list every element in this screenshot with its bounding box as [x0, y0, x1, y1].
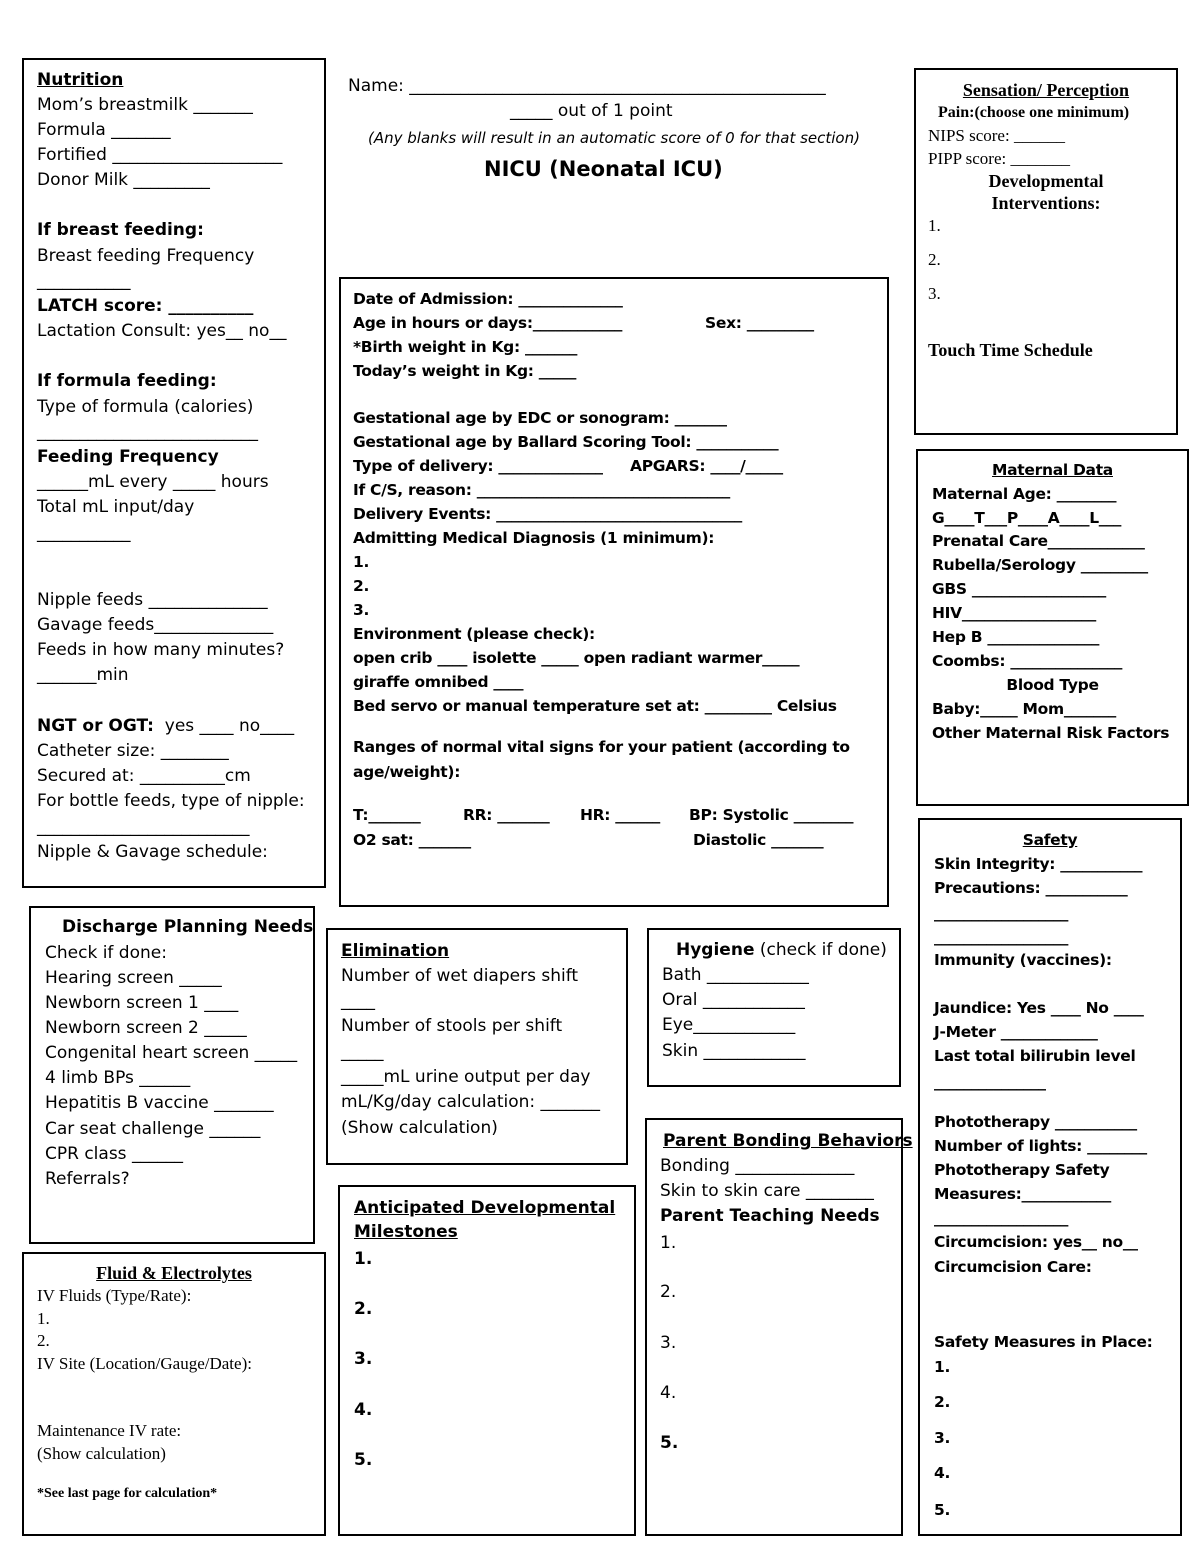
- pain-label: Pain:(choose one minimum): [938, 104, 1130, 121]
- nutrition-line[interactable]: Catheter size: ________: [37, 741, 229, 761]
- teaching-item[interactable]: 4.: [660, 1383, 677, 1403]
- milestone-item[interactable]: 5.: [354, 1450, 373, 1470]
- milestones-heading: Anticipated Developmental: [354, 1198, 616, 1218]
- safety-line: Immunity (vaccines):: [934, 951, 1112, 969]
- admission-line[interactable]: If C/S, reason: __________________________________: [353, 481, 731, 499]
- hygiene-line[interactable]: Bath ____________: [662, 965, 809, 985]
- admission-line: Ranges of normal vital signs for your patient (according to: [353, 738, 850, 756]
- nutrition-line[interactable]: ___________: [37, 523, 131, 543]
- safety-item[interactable]: 1.: [934, 1358, 951, 1376]
- safety-item[interactable]: 2.: [934, 1393, 951, 1411]
- discharge-line[interactable]: Congenital heart screen _____: [45, 1043, 298, 1063]
- milestone-item[interactable]: 3.: [354, 1349, 373, 1369]
- maternal-line[interactable]: Rubella/Serology _________: [932, 556, 1148, 574]
- elimination-line: Number of stools per shift: [341, 1016, 563, 1036]
- safety-line[interactable]: Precautions: ___________: [934, 879, 1128, 897]
- milestone-item[interactable]: 2.: [354, 1299, 373, 1319]
- maternal-line[interactable]: Maternal Age: ________: [932, 485, 1117, 503]
- nutrition-line[interactable]: __________________________: [37, 422, 258, 442]
- discharge-line[interactable]: Hearing screen _____: [45, 968, 222, 988]
- fluid-line: IV Fluids (Type/Rate):: [37, 1286, 192, 1305]
- admission-line[interactable]: BP: Systolic ________: [689, 806, 854, 824]
- nutrition-line: Total mL input/day: [37, 497, 195, 517]
- nutrition-line[interactable]: Nipple feeds ______________: [37, 590, 268, 610]
- maternal-line[interactable]: Hep B _______________: [932, 628, 1100, 646]
- elimination-line[interactable]: _____: [341, 1042, 384, 1062]
- skin-to-skin-line[interactable]: Skin to skin care ________: [660, 1181, 874, 1201]
- maternal-heading: Maternal Data: [992, 461, 1113, 479]
- header-note: (Any blanks will result in an automatic score of 0 for that section): [368, 129, 860, 147]
- page-title: NICU (Neonatal ICU): [484, 157, 723, 181]
- maternal-line[interactable]: Baby:_____ Mom_______: [932, 700, 1116, 718]
- safety-line: Phototherapy Safety: [934, 1161, 1110, 1179]
- hygiene-heading-label: Hygiene: [676, 940, 755, 960]
- safety-line[interactable]: _______________: [934, 1073, 1046, 1091]
- nutrition-line[interactable]: Donor Milk _________: [37, 170, 210, 190]
- maternal-line: Other Maternal Risk Factors: [932, 724, 1170, 742]
- admission-line[interactable]: Bed servo or manual temperature set at: _________ Celsius: [353, 697, 837, 715]
- bonding-heading: Parent Bonding Behaviors: [663, 1131, 913, 1151]
- admission-line[interactable]: Date of Admission: ______________: [353, 290, 623, 308]
- admission-line[interactable]: RR: _______: [463, 806, 550, 824]
- nutrition-line[interactable]: ___________: [37, 271, 131, 291]
- discharge-line[interactable]: Newborn screen 1 ____: [45, 993, 239, 1013]
- admission-line: Admitting Medical Diagnosis (1 minimum):: [353, 529, 715, 547]
- nutrition-line[interactable]: LATCH score: __________: [37, 296, 254, 316]
- admission-line[interactable]: 3.: [353, 601, 370, 619]
- admission-line[interactable]: open crib ____ isolette _____ open radiant warmer_____: [353, 649, 800, 667]
- admission-line[interactable]: Age in hours or days:____________: [353, 314, 623, 332]
- discharge-line[interactable]: 4 limb BPs ______: [45, 1068, 191, 1088]
- nutrition-line[interactable]: _______min: [37, 665, 129, 685]
- intervention-item[interactable]: 3.: [928, 284, 941, 303]
- milestone-item[interactable]: 4.: [354, 1400, 373, 1420]
- nutrition-line[interactable]: Lactation Consult: yes__ no__: [37, 321, 287, 341]
- nutrition-line: For bottle feeds, type of nipple:: [37, 791, 305, 811]
- safety-item[interactable]: 3.: [934, 1429, 951, 1447]
- elimination-line: Number of wet diapers shift: [341, 966, 579, 986]
- discharge-line[interactable]: Newborn screen 2 _____: [45, 1018, 247, 1038]
- nutrition-line[interactable]: NGT or OGT: yes ____ no____: [37, 716, 295, 736]
- admission-line: age/weight):: [353, 763, 461, 781]
- admission-line[interactable]: giraffe omnibed ____: [353, 673, 524, 691]
- fluid-line[interactable]: IV Site (Location/Gauge/Date):: [37, 1354, 252, 1373]
- admission-line[interactable]: Delivery Events: _________________________________: [353, 505, 742, 523]
- bonding-line[interactable]: Bonding ______________: [660, 1156, 855, 1176]
- teaching-item[interactable]: 5.: [660, 1433, 679, 1453]
- admission-line[interactable]: *Birth weight in Kg: _______: [353, 338, 578, 356]
- elimination-line[interactable]: mL/Kg/day calculation: _______: [341, 1092, 601, 1112]
- admission-line[interactable]: HR: ______: [580, 806, 661, 824]
- elimination-line: (Show calculation): [341, 1118, 498, 1138]
- admission-line[interactable]: Sex: _________: [705, 314, 814, 332]
- sensation-heading: Sensation/ Perception: [962, 80, 1130, 100]
- nutrition-line[interactable]: Mom’s breastmilk _______: [37, 95, 253, 115]
- safety-line: Safety Measures in Place:: [934, 1333, 1153, 1351]
- admission-line[interactable]: Gestational age by EDC or sonogram: _______: [353, 409, 727, 427]
- teaching-item[interactable]: 2.: [660, 1282, 677, 1302]
- safety-line: Last total bilirubin level: [934, 1047, 1136, 1065]
- maternal-line[interactable]: HIV__________________: [932, 604, 1096, 622]
- admission-line[interactable]: 1.: [353, 553, 370, 571]
- nutrition-heading: Nutrition: [37, 70, 124, 90]
- maternal-line: Blood Type: [1006, 676, 1099, 694]
- nutrition-line: Breast feeding Frequency: [37, 246, 255, 266]
- intervention-item[interactable]: 2.: [928, 250, 941, 269]
- developmental-heading: Developmental: [988, 171, 1104, 191]
- safety-line[interactable]: Phototherapy ___________: [934, 1113, 1137, 1131]
- admission-line[interactable]: Today’s weight in Kg: _____: [353, 362, 577, 380]
- safety-line[interactable]: __________________: [934, 904, 1069, 922]
- nutrition-line[interactable]: _________________________: [37, 817, 250, 837]
- nutrition-line: Feeds in how many minutes?: [37, 640, 285, 660]
- discharge-line: Check if done:: [45, 943, 167, 963]
- nutrition-line: If formula feeding:: [37, 371, 217, 391]
- fluid-line[interactable]: Maintenance IV rate:: [37, 1421, 182, 1440]
- fluid-line: *See last page for calculation*: [37, 1486, 218, 1501]
- safety-item[interactable]: 5.: [934, 1501, 951, 1519]
- maternal-line[interactable]: Coombs: _______________: [932, 652, 1123, 670]
- points-line: _____ out of 1 point: [510, 101, 673, 121]
- nutrition-line: Type of formula (calories): [37, 397, 254, 417]
- fluid-line[interactable]: 1.: [37, 1309, 50, 1328]
- admission-line[interactable]: Gestational age by Ballard Scoring Tool: ___________: [353, 433, 779, 451]
- name-field-label[interactable]: Name: _________________________________________________: [348, 76, 826, 96]
- hygiene-heading-suffix: (check if done): [754, 940, 887, 960]
- elimination-line[interactable]: _____mL urine output per day: [341, 1067, 591, 1087]
- safety-line[interactable]: Jaundice: Yes ____ No ____: [934, 999, 1144, 1017]
- hygiene-heading: [676, 940, 887, 960]
- maternal-line[interactable]: G____T___P____A____L___: [932, 509, 1122, 527]
- hygiene-line[interactable]: Oral ____________: [662, 990, 805, 1010]
- discharge-line[interactable]: CPR class ______: [45, 1144, 183, 1164]
- safety-line[interactable]: Measures:____________: [934, 1185, 1111, 1203]
- safety-line[interactable]: __________________: [934, 1209, 1069, 1227]
- elimination-heading: Elimination: [341, 941, 450, 961]
- safety-line[interactable]: __________________: [934, 928, 1069, 946]
- admission-line[interactable]: O2 sat: _______: [353, 831, 471, 849]
- nips-score-field[interactable]: NIPS score: ______: [928, 126, 1065, 145]
- fluid-line[interactable]: 2.: [37, 1331, 50, 1350]
- discharge-heading: Discharge Planning Needs: [62, 917, 314, 937]
- safety-line[interactable]: Skin Integrity: ___________: [934, 855, 1143, 873]
- safety-line[interactable]: Number of lights: ________: [934, 1137, 1147, 1155]
- teaching-item[interactable]: 1.: [660, 1233, 677, 1253]
- elimination-line[interactable]: ____: [341, 991, 375, 1011]
- admission-line[interactable]: APGARS: ____/_____: [630, 457, 783, 475]
- milestones-heading: Milestones: [354, 1222, 458, 1242]
- nutrition-line[interactable]: Formula _______: [37, 120, 171, 140]
- hygiene-line[interactable]: Eye____________: [662, 1015, 796, 1035]
- safety-line[interactable]: Circumcision: yes__ no__: [934, 1233, 1138, 1251]
- admission-line[interactable]: 2.: [353, 577, 370, 595]
- sensation-section: [914, 68, 1178, 435]
- intervention-item[interactable]: 1.: [928, 216, 941, 235]
- fluid-line: (Show calculation): [37, 1444, 166, 1463]
- safety-item[interactable]: 4.: [934, 1464, 951, 1482]
- admission-line[interactable]: Diastolic _______: [693, 831, 824, 849]
- teaching-item[interactable]: 3.: [660, 1333, 677, 1353]
- pipp-score-field[interactable]: PIPP score: _______: [928, 149, 1070, 168]
- maternal-line[interactable]: Prenatal Care_____________: [932, 532, 1145, 550]
- developmental-heading: Interventions:: [991, 193, 1101, 213]
- nutrition-line: Feeding Frequency: [37, 447, 219, 467]
- nutrition-line: If breast feeding:: [37, 220, 204, 240]
- admission-line[interactable]: T:_______: [353, 806, 421, 824]
- teaching-heading: Parent Teaching Needs: [660, 1206, 880, 1226]
- nutrition-line: Nipple & Gavage schedule:: [37, 842, 268, 862]
- safety-heading: Safety: [1022, 831, 1078, 849]
- discharge-line[interactable]: Hepatitis B vaccine _______: [45, 1093, 274, 1113]
- touch-time-label[interactable]: Touch Time Schedule: [928, 340, 1093, 360]
- maternal-line[interactable]: GBS __________________: [932, 580, 1106, 598]
- safety-line[interactable]: J-Meter _____________: [934, 1023, 1098, 1041]
- admission-line[interactable]: Type of delivery: ______________: [353, 457, 603, 475]
- nutrition-line[interactable]: Gavage feeds______________: [37, 615, 274, 635]
- discharge-line[interactable]: Referrals?: [45, 1169, 130, 1189]
- nutrition-line[interactable]: Fortified ____________________: [37, 145, 283, 165]
- admission-line: Environment (please check):: [353, 625, 595, 643]
- safety-line: Circumcision Care:: [934, 1258, 1092, 1276]
- nutrition-line[interactable]: Secured at: __________cm: [37, 766, 251, 786]
- milestone-item[interactable]: 1.: [354, 1249, 373, 1269]
- discharge-line[interactable]: Car seat challenge ______: [45, 1119, 261, 1139]
- nutrition-line[interactable]: ______mL every _____ hours: [37, 472, 269, 492]
- hygiene-line[interactable]: Skin ____________: [662, 1041, 806, 1061]
- fluid-heading: Fluid & Electrolytes: [96, 1263, 252, 1283]
